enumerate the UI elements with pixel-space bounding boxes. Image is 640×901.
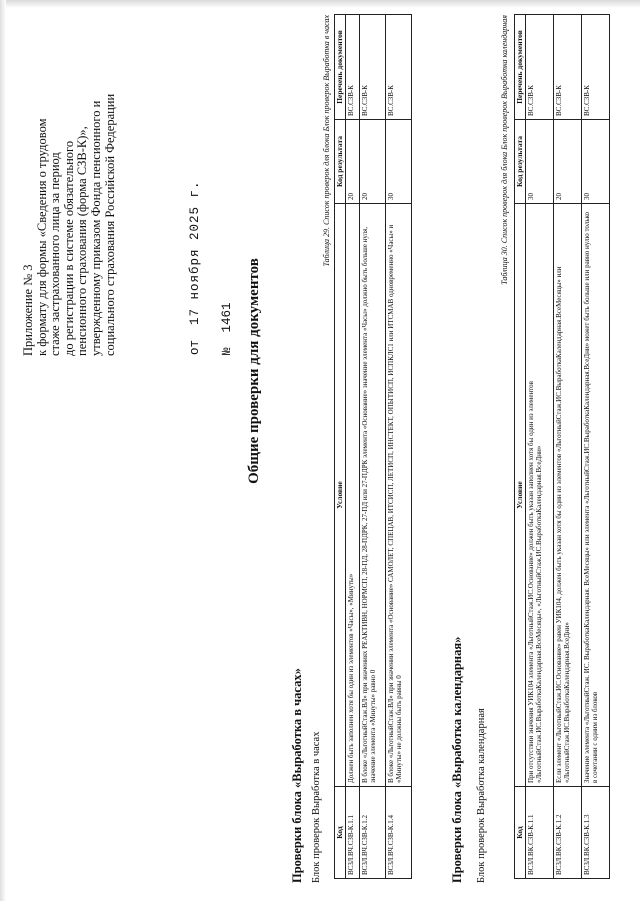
table-row [554,15,582,879]
cell-docs: ВС.СЗВ-К [360,15,386,120]
cell-condition: Значение элемента «ЛьготныйСтаж. ИС. ВыработкаКалендарная. ВсеМесяцы» или элемента «ЛьготныйСтаж.ИС.ВыработкаКалендарная.ВсеДни» может быть больше или равно нулю только в сочетании с одним из блоков [582,204,610,787]
appendix-line: Приложение № 3 [21,264,35,356]
table-row [386,15,412,879]
appendix-line: утвержденному приказом Фонда пенсионного и [88,100,103,356]
cell-condition: В блоке «ЛьготныйСтаж.ВЛ» при значениях РЕАКТИВН, НОРМСП, 28-ПД, 28-ПДРК, 27-ПД или 27-ПДРК элемента «Основание» значение элемента «Часы» должно быть больше нуля, значение элемента «Минуты» равно 0 [360,204,386,787]
section2-heading: Проверки блока «Выработка календарная» [450,636,464,883]
cell-result: 20 [554,120,582,204]
table29 [334,14,412,879]
cell-condition: В блоке «ЛьготныйСтаж.ВЛ» при значении элемента «Основание» САМОЛЕТ, СПЕЦАВ, ИТСИСП, ЛЕТИСП, ИНСТЕКТ, ОПЫТИСП, ИСПКЛС1 или ИТСМАВ одновременно «Часы» и «Минуты» не должны быть равны 0 [386,204,412,787]
number-stamp: 1461 [220,302,234,333]
cell-condition: Должен быть заполнен хотя бы один из элементов «Часы», «Минуты» [346,204,360,787]
main-title: Общие проверки для документов [246,258,262,484]
cell-condition: Если элемент «ЛьготныйСтаж.ИС.Основание» равен УИК104, должен быть указан хотя бы один из элементов «ЛьготныйСтаж.ИС.ВыработкаКалендарная.ВсеМесяцы» или «ЛьготныйСтаж.ИС.ВыработкаКалендарная.ВсеДни» [554,204,582,787]
table30 [514,14,610,879]
cell-result: 30 [526,120,554,204]
cell-code: ВСЗЛ.ВЧ.СЗВ-К.1.4 [386,787,412,879]
cell-code: ВСЗЛ.ВК.СЗВ-К.1.3 [582,787,610,879]
cell-code: ВСЗЛ.ВЧ.СЗВ-К.1.2 [360,787,386,879]
table-header-row [335,15,346,879]
header-docs: Перечень документов [335,15,346,120]
cell-docs: ВС.СЗВ-К [386,15,412,120]
appendix-line: к формату для формы «Сведения о трудовом [34,118,49,356]
cell-docs: ВС.СЗВ-К [554,15,582,120]
date-stamp: 17 ноября 2025 г. [188,180,202,325]
cell-result: 30 [386,120,412,204]
header-code: Код [515,787,526,879]
cell-docs: ВС.СЗВ-К [346,15,360,120]
cell-result: 20 [346,120,360,204]
appendix-date [188,180,202,355]
header-code: Код [335,787,346,879]
appendix-number [220,302,234,355]
table-row [582,15,610,879]
table30-caption: Таблица 30. Список проверок для блока Блок проверок Выработка календарная [500,15,509,285]
table-header-row [515,15,526,879]
appendix-line: пенсионного страхования (форма СЗВ-К)», [75,126,90,356]
header-docs: Перечень документов [515,15,526,120]
number-prefix: № [220,347,234,355]
cell-result: 20 [360,120,386,204]
appendix-line: стаже застрахованного лица за период [48,152,63,356]
header-result: Код результата [335,120,346,204]
table-row [346,15,360,879]
cell-docs: ВС.СЗВ-К [526,15,554,120]
table29-caption: Таблица 29. Список проверок для блока Блок проверок Выработка в часах [322,15,331,267]
section1-subheading: Блок проверок Выработка в часах [311,731,322,883]
cell-result: 30 [582,120,610,204]
section1-heading: Проверки блока «Выработка в часах» [290,668,304,883]
appendix-line: социального страхования Российской Федерации [102,93,117,356]
section2-subheading: Блок проверок Выработка календарная [476,708,487,883]
cell-code: ВСЗЛ.ВК.СЗВ-К.1.2 [554,787,582,879]
header-result: Код результата [515,120,526,204]
date-prefix: от [188,339,202,355]
appendix-line: до регистрации в системе обязательного [61,140,76,356]
cell-condition: При отсутствии значения УИК104 элемента «ЛьготныйСтаж.ИС.Основание» должен быть указан заполнен хотя бы один из элементов «ЛьготныйСтаж.ИС.ВыработкаКалендарная.ВсеМесяцы», «ЛьготныйСтаж.ИС.ВыработкаКалендарная.ВсеДни» [526,204,554,787]
cell-code: ВСЗЛ.ВК.СЗВ-К.1.1 [526,787,554,879]
cell-docs: ВС.СЗВ-К [582,15,610,120]
table-row [526,15,554,879]
header-condition: Условие [515,204,526,787]
header-condition: Условие [335,204,346,787]
table-row [360,15,386,879]
cell-code: ВСЗЛ.ВЧ.СЗВ-К.1.1 [346,787,360,879]
appendix-block [22,16,117,356]
